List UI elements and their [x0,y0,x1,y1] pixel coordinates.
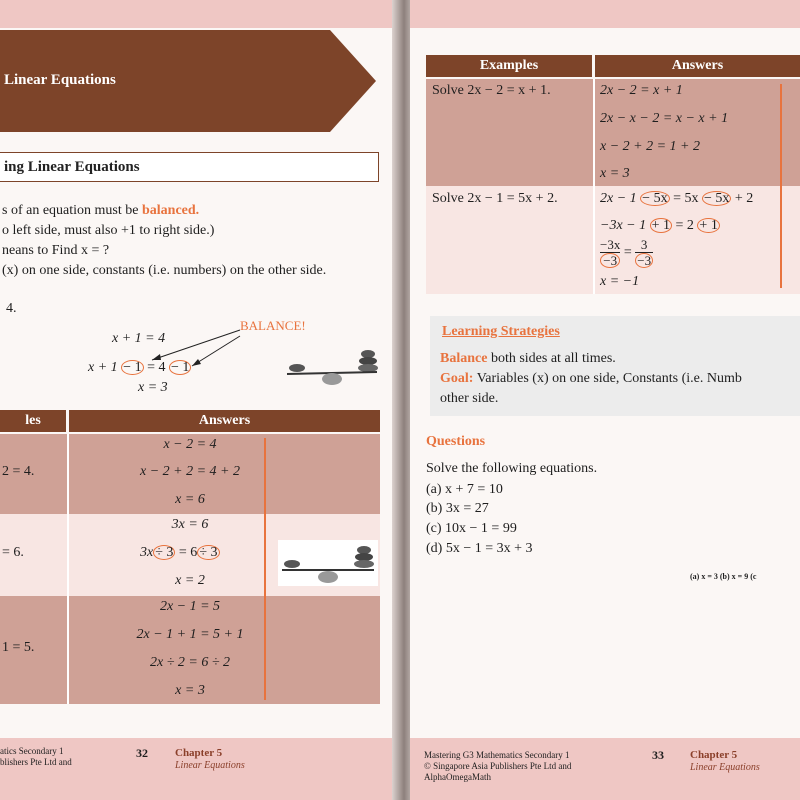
questions-title: Questions [426,434,486,449]
answer-bracket [258,438,266,700]
balanced-keyword: balanced. [141,203,200,218]
left-a2-rhs: = 6 [178,545,198,560]
section-title: ing Linear Equations [4,159,140,175]
right-page-number: 33 [652,748,664,762]
right-example-1: Solve 2x − 2 = x + 1. [432,83,551,98]
left-answer-1-line-2: x − 2 + 2 = 4 + 2 [139,464,240,479]
table-divider [67,434,69,704]
right-a2-end: + 2 [734,191,754,206]
question-b: (b) 3x = 27 [426,501,489,516]
right-answer-1-line-1: 2x − 2 = x + 1 [600,83,683,98]
left-chapter-label: Chapter 5 [175,747,223,759]
table-divider [593,79,595,294]
left-example-2: = 6. [2,545,24,560]
right-a2-l2-circled-2: + 1 [699,218,718,233]
right-a2-circled-2: − 5x [703,191,730,206]
right-a2-l2-circled-1: + 1 [651,218,671,233]
right-answer-2-line-2 [600,218,720,234]
table-header-answers: Answers [595,55,800,77]
right-footer-line-3: AlphaOmegaMath [424,772,491,782]
balance-scale-icon [285,346,380,388]
demo-circled-left: − 1 [123,360,142,375]
left-top-band [0,0,398,28]
right-a2-l2-mid: = 2 [675,218,694,233]
rule-line-3: neans to Find x = ? [2,243,110,258]
example-number: 4. [6,301,17,316]
fraction-left [600,238,620,268]
right-example-2: Solve 2x − 1 = 5x + 2. [432,191,558,206]
rule-line-1-text: s of an equation must be [2,203,142,218]
left-page-number: 32 [136,746,148,760]
left-page [0,0,398,800]
left-footer-line-1: atics Secondary 1 [0,746,64,756]
demo-eq2-rhs: = 4 [147,360,166,375]
demo-eq2-lhs: x + 1 [88,360,118,375]
fraction-left-denominator: −3 [600,253,620,268]
left-answer-1-line-3: x = 6 [175,492,205,507]
table-header-examples: Examples [426,55,592,77]
left-answer-3-line-4: x = 3 [175,683,205,698]
fraction-right-numerator: 3 [635,238,653,253]
learning-strategies-line-1 [440,351,616,367]
right-a2-mid: = 5x [673,191,699,206]
right-footer-line-1: Mastering G3 Mathematics Secondary 1 [424,750,570,760]
fraction-left-numerator: −3x [600,237,621,252]
left-answer-1-line-1: x − 2 = 4 [163,437,217,452]
ls-line2-text: Variables (x) on one side, Constants (i.e. Numb [473,371,742,386]
right-chapter-subtitle: Linear Equations [690,762,760,773]
left-answer-3-line-2: 2x − 1 + 1 = 5 + 1 [136,627,244,642]
left-chapter-subtitle: Linear Equations [175,760,245,771]
left-answer-3-line-1: 2x − 1 = 5 [159,599,221,614]
demo-equation-3: x = 3 [138,380,168,395]
balance-label: BALANCE! [240,318,306,333]
answer-key: (a) x = 3 (b) x = 9 (c [690,572,757,581]
balance-arrows [140,326,250,370]
left-footer-line-2: blishers Pte Ltd and [0,757,72,767]
ls-line1-text: both sides at all times. [487,351,616,366]
left-answer-2-line-1: 3x = 6 [171,517,209,532]
balance-keyword: Balance [440,351,488,366]
demo-equation-1: x + 1 = 4 [112,331,166,346]
fraction-right-denominator: −3 [637,253,652,268]
rule-line-1 [2,203,199,219]
right-answer-2-line-3 [600,238,653,268]
table-header-examples: les [0,410,66,432]
question-c: (c) 10x − 1 = 99 [426,521,517,536]
right-a2-l2-lhs: −3x − 1 [600,218,647,233]
left-a2-circled-right: ÷ 3 [199,545,218,560]
left-answer-2-line-2 [140,545,220,561]
right-answer-2-line-4: x = −1 [600,274,640,289]
left-a2-circled-left: ÷ 3 [155,545,174,560]
chapter-banner-title: Linear Equations [4,72,116,88]
left-example-3: 1 = 5. [2,640,35,655]
right-answer-1-line-3: x − 2 + 2 = 1 + 2 [600,139,701,154]
right-a2-circled-1: − 5x [642,191,668,206]
balance-scale-icon [278,540,378,586]
left-example-1: 2 = 4. [2,464,35,479]
fraction-right [635,238,653,268]
left-a2-lhs: 3x [140,545,154,560]
right-answer-1-line-4: x = 3 [600,166,630,181]
answer-bracket [774,84,782,288]
right-a2-lhs: 2x − 1 [600,191,637,206]
rule-line-4: (x) on one side, constants (i.e. numbers) on the other side. [2,263,327,278]
right-footer-line-2: © Singapore Asia Publishers Pte Ltd and [424,761,572,771]
right-chapter-label: Chapter 5 [690,749,738,761]
right-top-band [410,0,800,28]
left-answer-3-line-3: 2x ÷ 2 = 6 ÷ 2 [149,655,231,670]
goal-keyword: Goal: [440,371,474,386]
learning-strategies-line-3: other side. [440,391,499,406]
rule-line-2: o left side, must also +1 to right side.) [2,223,215,238]
demo-circled-right: − 1 [170,360,190,375]
right-answer-2-line-1 [600,191,753,207]
fraction-equals: = [623,245,632,261]
learning-strategies-line-2 [440,371,742,387]
question-a: (a) x + 7 = 10 [426,482,503,497]
question-d: (d) 5x − 1 = 3x + 3 [426,541,533,556]
learning-strategies-title: Learning Strategies [442,324,560,339]
table-header-answers: Answers [69,410,380,432]
right-answer-1-line-2: 2x − x − 2 = x − x + 1 [600,111,729,126]
left-answer-2-line-3: x = 2 [175,573,205,588]
questions-intro: Solve the following equations. [426,461,598,476]
